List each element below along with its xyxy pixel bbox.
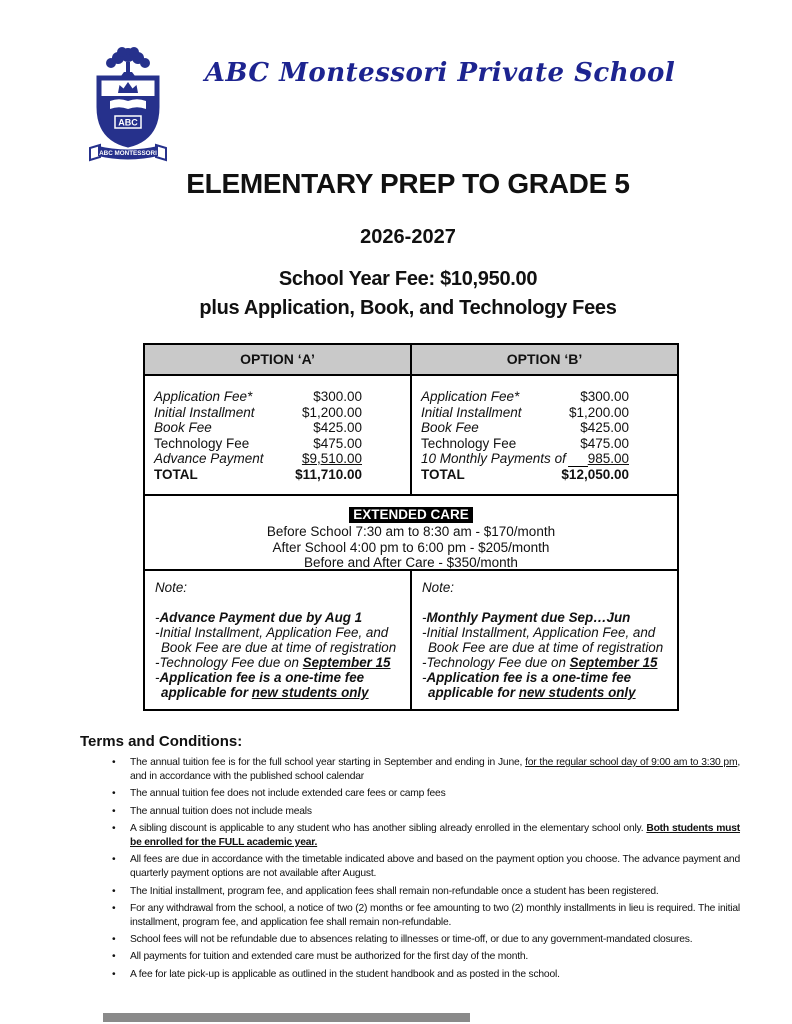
bullet-marker: • xyxy=(112,902,116,914)
fee-label: Application Fee* xyxy=(154,389,253,404)
bullet-text xyxy=(130,853,740,881)
fee-row xyxy=(145,405,410,421)
fee-row xyxy=(145,389,410,405)
text-segment: Initial Installment, Application Fee, and Book Fee are due at time of registration xyxy=(159,625,397,655)
fee-row xyxy=(145,436,410,452)
fee-label: Initial Installment xyxy=(421,404,522,420)
fee-amount: $1,200.00 xyxy=(568,404,629,420)
note-line xyxy=(422,670,669,700)
text-segment: Both students must be enrolled for the FULL academic year. xyxy=(130,822,740,849)
bullet-text xyxy=(130,822,740,850)
text-segment: for the regular school day of 9:00 am to 3:30 pm xyxy=(525,757,738,768)
dash: - xyxy=(155,670,160,685)
note-line xyxy=(155,625,402,655)
option-b-fees xyxy=(412,376,677,494)
fee-label: Advance Payment xyxy=(154,451,264,466)
fee-row xyxy=(145,467,410,483)
text-segment: Advance Payment due by Aug 1 xyxy=(159,610,363,625)
terms-bullet-list xyxy=(110,756,740,982)
terms-bullet xyxy=(110,805,740,819)
dash: - xyxy=(155,610,160,625)
bullet-marker: • xyxy=(112,805,116,817)
school-year-fee: School Year Fee: $10,950.00 xyxy=(278,268,538,290)
dash: - xyxy=(422,625,427,640)
fee-label: 10 Monthly Payments of xyxy=(421,451,566,466)
school-year: 2026-2027 xyxy=(360,226,456,248)
fee-label: Initial Installment xyxy=(154,404,255,420)
terms-heading: Terms and Conditions: xyxy=(80,733,243,750)
fee-amount: $9,510.00 xyxy=(301,451,362,466)
bullet-text xyxy=(130,933,740,947)
note-line xyxy=(155,670,402,700)
text-segment: The annual tuition fee is for the full school year starting in September and ending in June, xyxy=(130,757,526,768)
note-line xyxy=(422,610,669,625)
note-line xyxy=(422,625,669,655)
fee-label: TOTAL xyxy=(154,466,198,482)
text-segment: Technology Fee due on xyxy=(159,655,303,670)
page-title: ELEMENTARY PREP TO GRADE 5 xyxy=(186,168,630,199)
text-segment: School fees will not be refundable due to absences relating to illnesses or time-off, or due to any government-mandated closures. xyxy=(130,934,693,946)
text-segment: Application fee is a one-time fee applicable for xyxy=(426,670,632,700)
extended-care-line: After School 4:00 pm to 6:00 pm - $205/month xyxy=(272,539,550,555)
fee-row xyxy=(412,405,677,421)
dash: - xyxy=(155,625,160,640)
text-segment: A sibling discount is applicable to any student who has another sibling already enrolled in the elementary school only. xyxy=(130,822,647,834)
fee-label: Technology Fee xyxy=(154,435,250,451)
fee-row xyxy=(412,467,677,483)
terms-bullet xyxy=(110,822,740,850)
text-segment: Application fee is a one-time fee applicable for xyxy=(159,670,365,700)
school-name: ABC Montessori Private School xyxy=(204,58,676,88)
note-line xyxy=(155,610,402,625)
text-segment: The annual tuition does not include meals xyxy=(130,805,312,817)
fee-amount: $300.00 xyxy=(313,389,362,404)
bullet-text xyxy=(130,787,740,801)
note-title: Note: xyxy=(422,580,455,595)
bullet-marker: • xyxy=(112,885,116,897)
fee-amount: $12,050.00 xyxy=(561,466,629,482)
text-segment: new students only xyxy=(251,685,369,700)
text-segment: For any withdrawal from the school, a notice of two (2) months or fee amounting to two (2) monthly installments in lieu is required. The initial installment, program fee, and application fee shall remain non-refundable. xyxy=(130,902,740,929)
bullet-text xyxy=(130,805,740,819)
terms-bullet xyxy=(110,756,740,784)
text-segment: The annual tuition fee does not include extended care fees or camp fees xyxy=(130,788,446,800)
fee-row xyxy=(145,451,410,467)
bullet-marker: • xyxy=(112,757,116,768)
fee-label: Book Fee xyxy=(421,420,479,435)
fee-amount: $475.00 xyxy=(313,435,362,451)
fee-amount: $300.00 xyxy=(580,389,629,404)
text-segment: A fee for late pick-up is applicable as outlined in the student handbook and as posted in the school. xyxy=(130,968,560,980)
scan-artifact-bar xyxy=(103,1013,470,1022)
bullet-marker: • xyxy=(112,822,116,834)
note-line xyxy=(422,655,669,670)
text-segment: Technology Fee due on xyxy=(426,655,570,670)
dash: - xyxy=(155,655,160,670)
bullet-text xyxy=(130,950,740,964)
terms-bullet xyxy=(110,885,740,899)
text-segment: Monthly Payment due Sep…Jun xyxy=(426,610,631,625)
fee-row xyxy=(412,389,677,405)
notes-row xyxy=(145,571,677,709)
fee-label: TOTAL xyxy=(421,466,465,482)
extended-care-line: Before and After Care - $350/month xyxy=(304,555,518,570)
bullet-marker: • xyxy=(112,951,116,963)
note-title: Note: xyxy=(155,580,188,595)
terms-bullet xyxy=(110,968,740,982)
bullet-text xyxy=(130,902,740,930)
extended-care-title: EXTENDED CARE xyxy=(349,507,473,523)
terms-bullet xyxy=(110,950,740,964)
option-b-header: OPTION ‘B’ xyxy=(412,345,677,374)
underline-gap xyxy=(568,451,588,467)
fee-row xyxy=(412,420,677,436)
dash: - xyxy=(422,655,427,670)
bullet-marker: • xyxy=(112,788,116,800)
fee-label: Book Fee xyxy=(154,420,212,435)
option-a-note xyxy=(145,571,412,709)
text-segment: September 15 xyxy=(302,655,391,670)
text-segment: Initial Installment, Application Fee, and Book Fee are due at time of registration xyxy=(426,625,664,655)
extended-care-section xyxy=(145,496,677,571)
text-segment: , and in accordance with the published school calendar xyxy=(130,757,740,783)
bullet-marker: • xyxy=(112,934,116,946)
fee-row xyxy=(412,436,677,452)
terms-bullet xyxy=(110,933,740,947)
ribbon-banner-text: ABC MONTESSORI xyxy=(99,150,157,157)
bullet-marker: • xyxy=(112,854,116,866)
text-segment: new students only xyxy=(518,685,636,700)
fee-amount: $1,200.00 xyxy=(301,404,362,420)
note-line xyxy=(155,655,402,670)
bullet-text xyxy=(130,756,740,784)
extended-care-line: Before School 7:30 am to 8:30 am - $170/month xyxy=(266,524,556,539)
option-a-header: OPTION ‘A’ xyxy=(145,345,412,374)
text-segment: All fees are due in accordance with the timetable indicated above and based on the payment option you choose. The advance payment and quarterly payment options are not available after August. xyxy=(130,854,740,880)
abc-box-label: ABC xyxy=(118,117,138,128)
terms-bullet xyxy=(110,902,740,930)
dash: - xyxy=(422,610,427,625)
fee-table xyxy=(143,343,679,711)
dash: - xyxy=(422,670,427,685)
fee-amount: $11,710.00 xyxy=(295,466,362,482)
fee-row xyxy=(145,420,410,436)
fee-table-header-row xyxy=(145,345,677,376)
fee-row xyxy=(412,451,677,467)
bullet-text xyxy=(130,968,740,982)
text-segment: September 15 xyxy=(569,655,658,670)
fee-amount: 985.00 xyxy=(587,451,629,466)
bullet-marker: • xyxy=(112,968,116,980)
bullet-text xyxy=(130,885,740,899)
fee-amount: $425.00 xyxy=(313,420,362,435)
fee-label: Application Fee* xyxy=(421,389,520,404)
text-segment: All payments for tuition and extended care must be authorized for the first day of the month. xyxy=(130,951,529,963)
fee-amount: $425.00 xyxy=(580,420,629,435)
option-a-fees xyxy=(145,376,412,494)
terms-and-conditions xyxy=(80,733,740,985)
fee-label: Technology Fee xyxy=(421,435,517,451)
option-b-note xyxy=(412,571,677,709)
text-segment: The Initial installment, program fee, and application fees shall remain non-refundable once a student has been registered. xyxy=(130,885,659,897)
fee-amount: $475.00 xyxy=(580,435,629,451)
additional-fees-line: plus Application, Book, and Technology Fees xyxy=(199,297,617,319)
terms-bullet xyxy=(110,787,740,801)
terms-bullet xyxy=(110,853,740,881)
fee-table-body-row xyxy=(145,376,677,496)
